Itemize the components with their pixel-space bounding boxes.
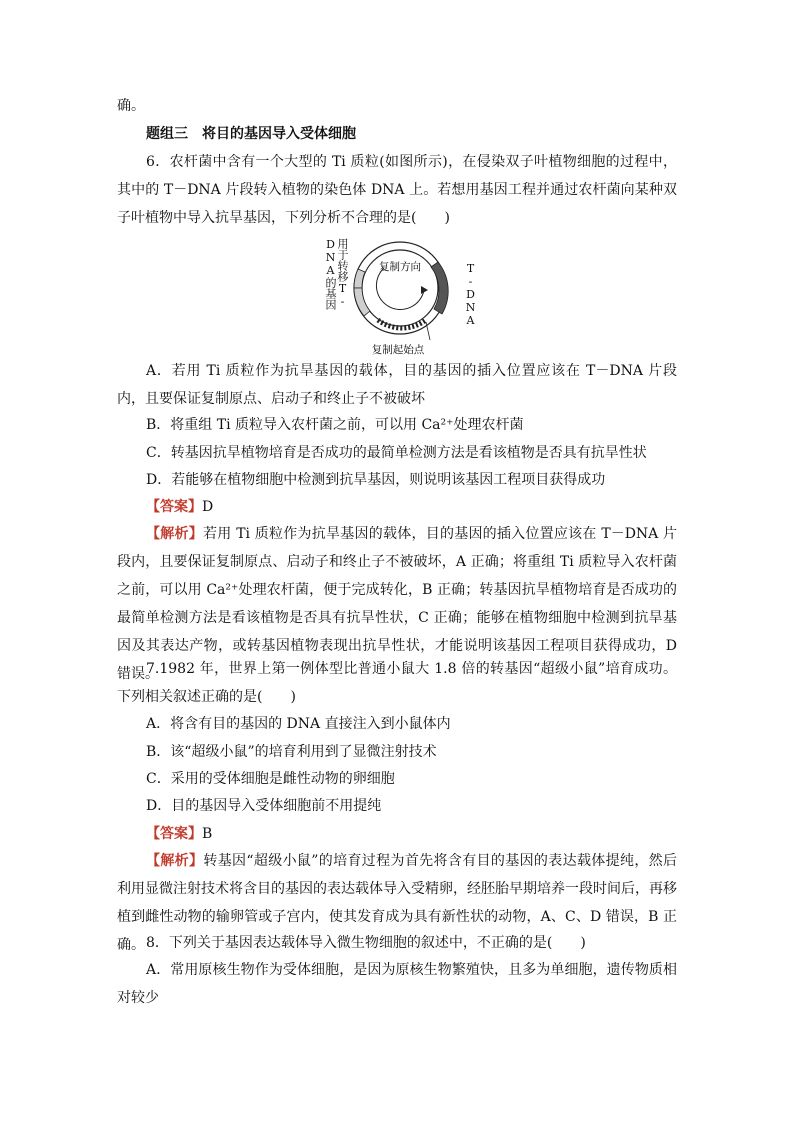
question-7-stem: 7.1982 年，世界上第一例体型比普通小鼠大 1.8 倍的转基因“超级小鼠”培育成功。下列相关叙述正确的是( ): [117, 661, 677, 705]
question-8-option-a: A．常用原核生物作为受体细胞，是因为原核生物繁殖快，且多为单细胞，遗传物质相对较少: [117, 962, 677, 1006]
question-7-option-d: D．目的基因导入受体细胞前不用提纯: [146, 798, 382, 814]
section-heading: 题组三 将目的基因导入受体细胞: [146, 126, 356, 142]
question-8-stem: 8．下列关于基因表达载体导入微生物细胞的叙述中，不正确的是( ): [146, 935, 586, 951]
plasmid-outer-ring: [354, 242, 446, 334]
question-7-option-c: C．采用的受体细胞是雌性动物的卵细胞: [146, 771, 395, 787]
replication-arrowhead: [421, 286, 428, 294]
ti-plasmid-diagram: [318, 236, 478, 358]
explanation-text: 若用 Ti 质粒作为抗旱基因的载体，目的基因的插入位置应该在 T－DNA 片段内，且要保证复制原点、启动子和终止子不被破坏，A 正确；将重组 Ti 质粒导入农杆菌之前，可以用 Ca²⁺处理农杆菌，便于完成转化，B 正确；转基因抗旱植物培育是否成功的最简单检测方法是看该植物是否具有抗旱性状，C 正确；能够在植物细胞中检测到抗旱基因及其表达产物，或转基因植物表现出抗旱性状，才能说明该基因工程项目获得成功，D 错误。: [117, 526, 677, 682]
replication-arrow: [376, 268, 424, 309]
question-6-option-a: A．若用 Ti 质粒作为抗旱基因的载体，目的基因的插入位置应该在 T－DNA 片段内，且要保证复制原点、启动子和终止子不被破坏: [117, 363, 677, 407]
question-7-option-b: B．该“超级小鼠”的培育利用到了显微注射技术: [146, 744, 437, 760]
replication-direction-label: 复制方向: [379, 261, 421, 273]
transfer-gene-label: 用于转移T-DNA的基因: [324, 238, 349, 310]
question-7-answer: [146, 820, 677, 848]
answer-value: D: [202, 499, 214, 515]
explanation-text: 转基因“超级小鼠”的培育过程为首先将含有目的基因的表达载体提纯，然后利用显微注射技术将含目的基因的表达载体导入受精卵，经胚胎早期培养一段时间后，再移植到雌性动物的输卵管或子宫内，使其发育成为具有新性状的动物，A、C、D 错误，B 正确。: [117, 853, 678, 953]
text-line: 确。: [117, 98, 145, 114]
question-6-option-d: D．若能够在植物细胞中检测到抗旱基因，则说明该基因工程项目获得成功: [146, 472, 606, 488]
question-6-answer: [146, 493, 677, 521]
answer-tag: 【答案】: [146, 499, 202, 515]
question-7-option-a: A．将含有目的基因的 DNA 直接注入到小鼠体内: [146, 716, 451, 732]
answer-value: B: [202, 826, 213, 842]
question-6-option-c: C．转基因抗旱植物培育是否成功的最简单检测方法是看该植物是否具有抗旱性状: [146, 445, 647, 461]
explanation-tag: 【解析】: [146, 526, 203, 542]
question-6-option-b: B．将重组 Ti 质粒导入农杆菌之前，可以用 Ca²⁺处理农杆菌: [146, 417, 524, 433]
tdna-label: T-DNA: [464, 262, 477, 327]
question-6-stem: 6．农杆菌中含有一个大型的 Ti 质粒(如图所示)，在侵染双子叶植物细胞的过程中，其中的 T－DNA 片段转入植物的染色体 DNA 上。若想用基因工程并通过农杆菌向某种双子叶植物中导入抗旱基因，下列分析不合理的是( ): [117, 154, 677, 226]
transfer-gene-segment-2: [354, 288, 370, 316]
answer-tag: 【答案】: [146, 826, 202, 842]
origin-label: 复制起始点: [371, 344, 425, 356]
explanation-tag: 【解析】: [146, 853, 204, 869]
